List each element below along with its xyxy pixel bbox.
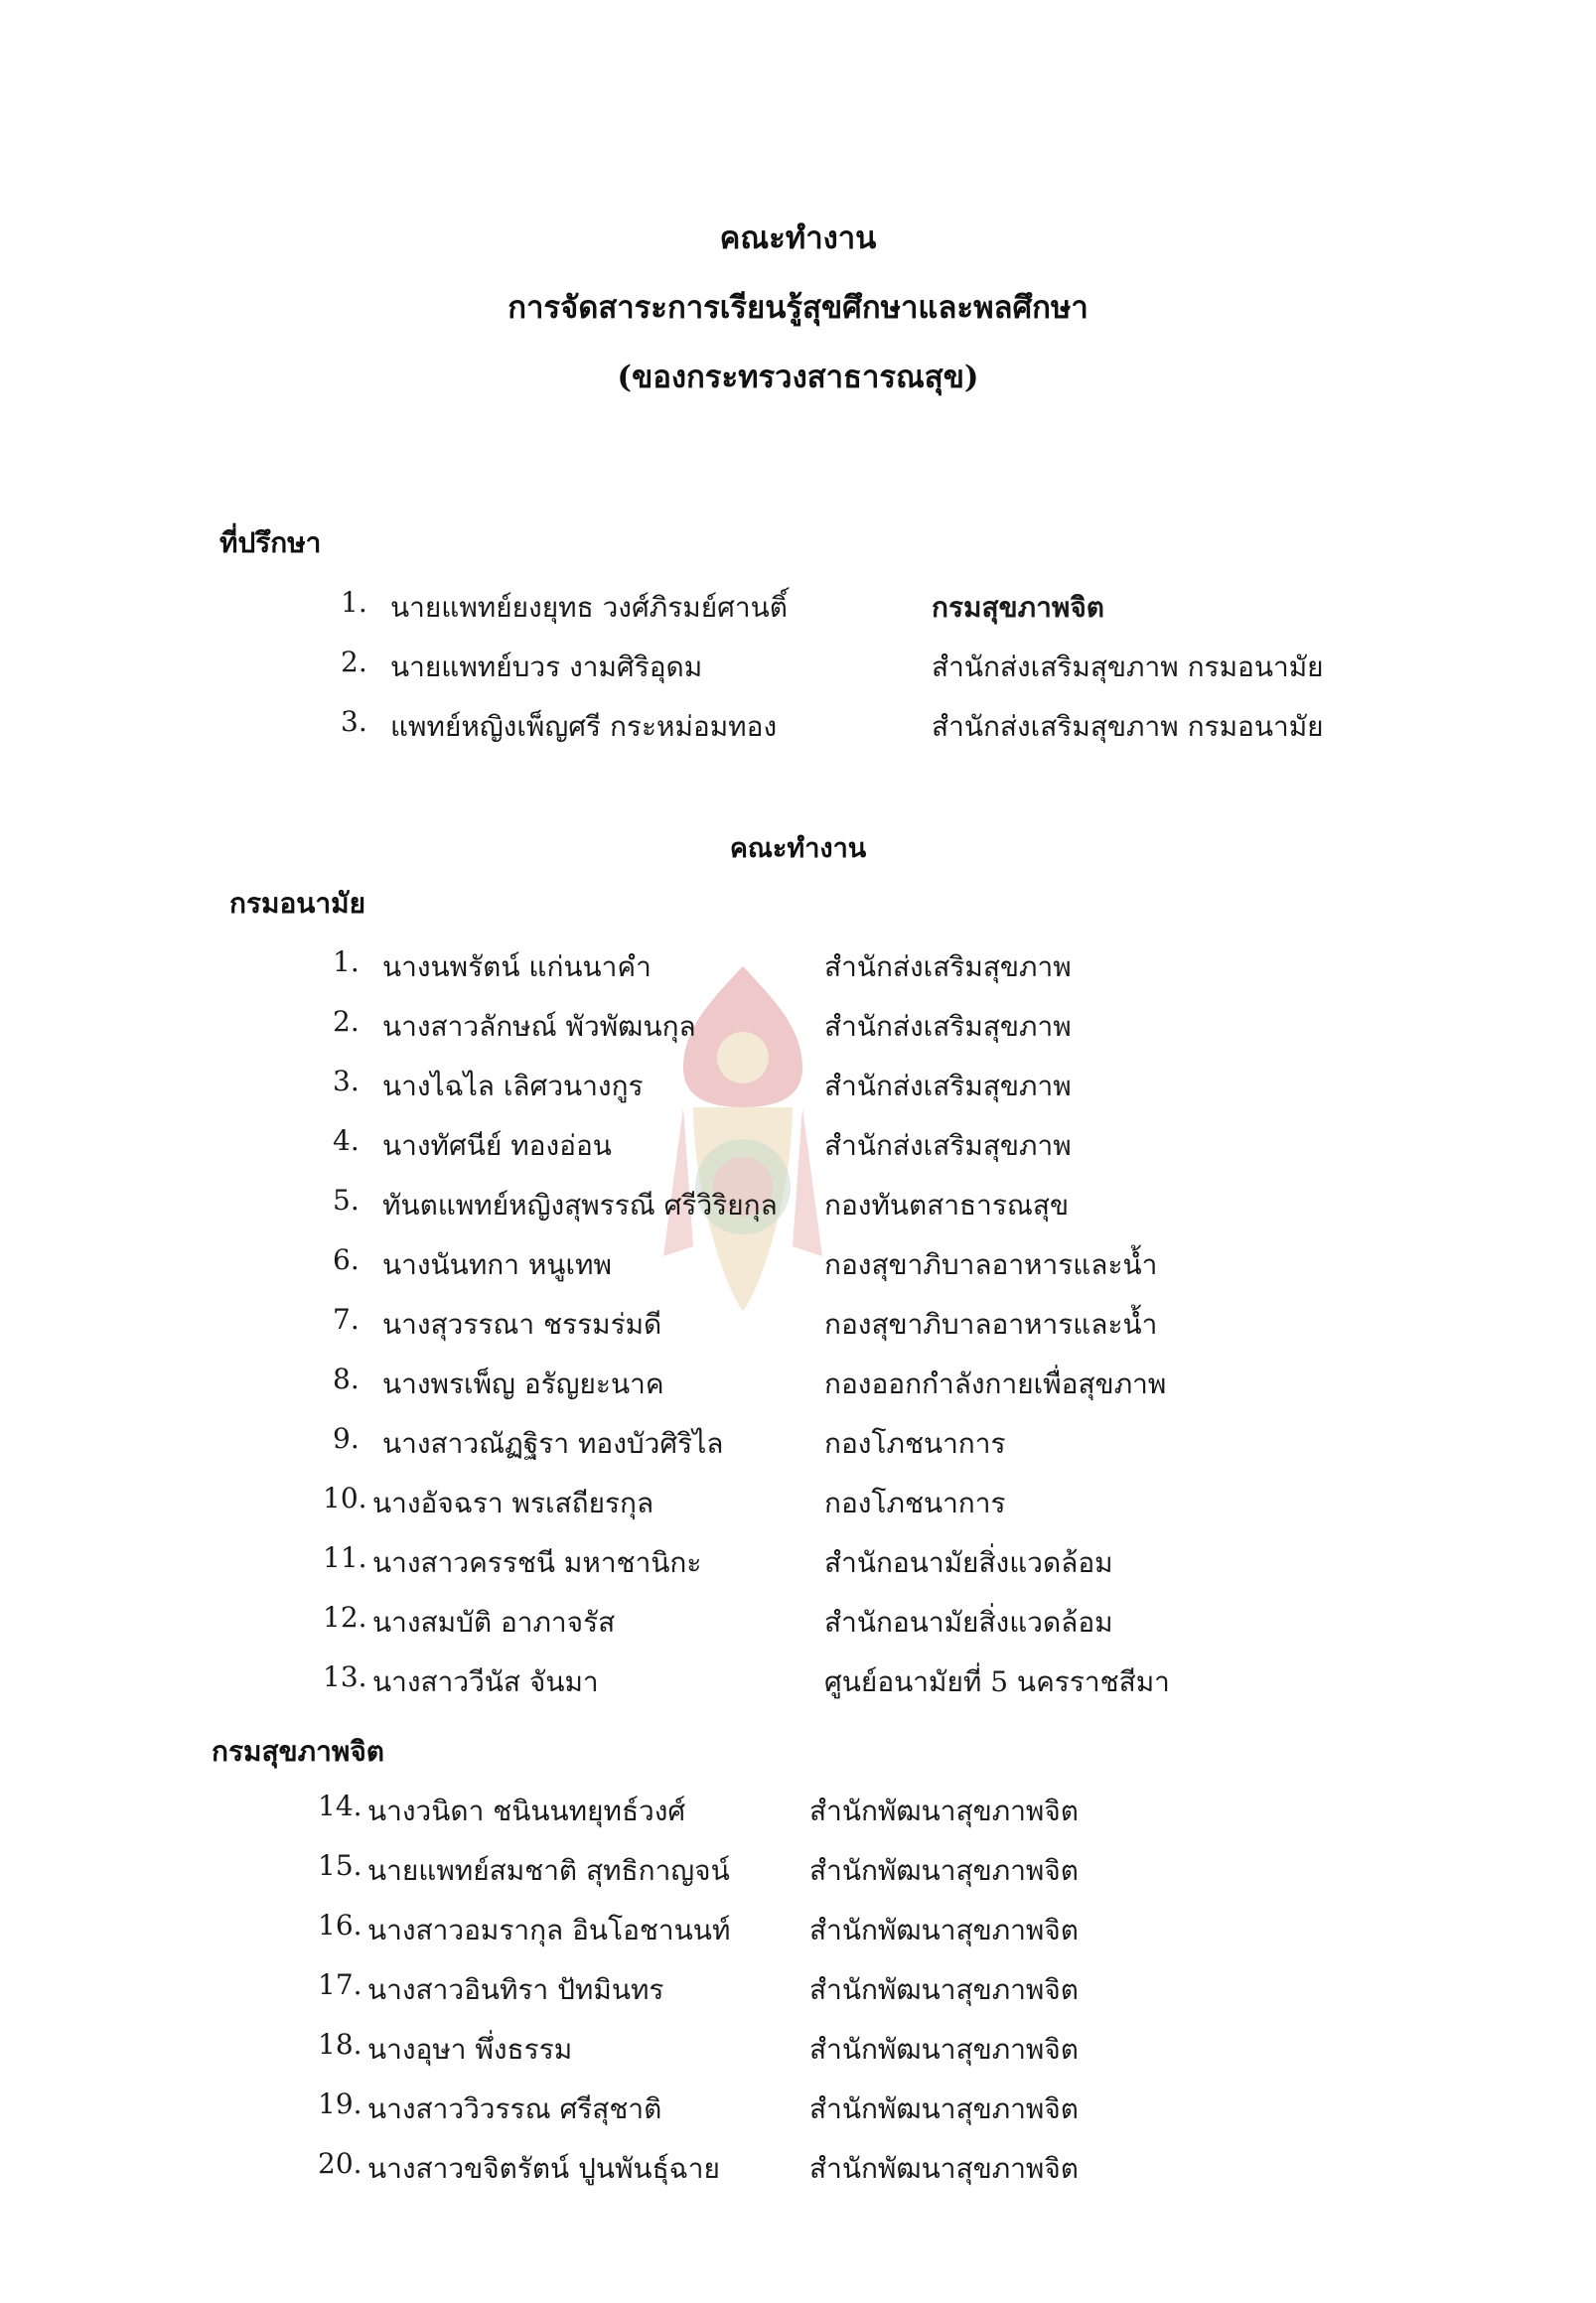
person-name: นางนพรัตน์ แก่นนาคำ: [382, 950, 652, 983]
person-name: นางสาวณัฏฐิรา ทองบัวศิริไล: [382, 1427, 724, 1460]
group-heading: กรมสุขภาพจิต: [212, 1735, 384, 1768]
person-name: นางทัศนีย์ ทองอ่อน: [382, 1129, 612, 1162]
row-number: 16.: [318, 1909, 363, 1942]
row-number: 18.: [318, 2028, 363, 2061]
person-name: นางสาวอมรากุล อินโอชานนท์: [367, 1914, 731, 1946]
organization: สำนักส่งเสริมสุขภาพ กรมอนามัย: [932, 710, 1324, 743]
organization: ศูนย์อนามัยที่ 5 นครราชสีมา: [824, 1665, 1170, 1698]
organization: สำนักอนามัยสิ่งแวดล้อม: [824, 1546, 1113, 1579]
row-number: 8.: [333, 1363, 360, 1395]
organization: สำนักพัฒนาสุขภาพจิต: [809, 2092, 1079, 2125]
organization: กรมสุขภาพจิต: [932, 591, 1104, 624]
row-number: 20.: [318, 2147, 363, 2180]
row-number: 10.: [323, 1482, 367, 1514]
committee-heading: คณะทำงาน: [729, 833, 867, 864]
organization: สำนักส่งเสริมสุขภาพ: [824, 1010, 1072, 1043]
organization: สำนักพัฒนาสุขภาพจิต: [809, 1854, 1079, 1887]
row-number: 2.: [341, 646, 367, 678]
row-number: 1.: [341, 586, 367, 619]
organization: กองทันตสาธารณสุข: [824, 1189, 1070, 1222]
organization: กองสุขาภิบาลอาหารและน้ำ: [824, 1248, 1158, 1281]
row-number: 1.: [333, 945, 360, 978]
row-number: 3.: [333, 1065, 360, 1097]
person-name: นางอุษา พึ่งธรรม: [367, 2033, 573, 2066]
person-name: ทันตแพทย์หญิงสุพรรณี ศรีวิริยกุล: [382, 1189, 778, 1222]
organization: กองออกกำลังกายเพื่อสุขภาพ: [824, 1367, 1167, 1400]
organization: สำนักพัฒนาสุขภาพจิต: [809, 2152, 1079, 2185]
person-name: นางสาววีนัส จันมา: [372, 1665, 599, 1698]
person-name: นายแพทย์ยงยุทธ วงศ์ภิรมย์ศานติ์: [390, 591, 788, 624]
person-name: นางสาวขจิตรัตน์ ปูนพันธุ์ฉาย: [367, 2152, 720, 2185]
title-line-3: (ของกระทรวงสาธารณสุข): [617, 360, 979, 395]
row-number: 4.: [333, 1124, 360, 1157]
organization: กองโภชนาการ: [824, 1487, 1006, 1519]
person-name: นางสมบัติ อาภาจรัส: [372, 1606, 616, 1639]
title-line-1: คณะทำงาน: [719, 220, 877, 256]
row-number: 17.: [318, 1968, 363, 2001]
organization: สำนักส่งเสริมสุขภาพ: [824, 1129, 1072, 1162]
person-name: นางสาววิวรรณ ศรีสุชาติ: [367, 2092, 662, 2125]
row-number: 11.: [323, 1541, 367, 1574]
row-number: 12.: [323, 1601, 367, 1634]
person-name: นางพรเพ็ญ อรัญยะนาค: [382, 1367, 664, 1400]
organization: สำนักพัฒนาสุขภาพจิต: [809, 2033, 1079, 2066]
person-name: นางสุวรรณา ชรรมร่มดี: [382, 1308, 662, 1341]
organization: สำนักพัฒนาสุขภาพจิต: [809, 1914, 1079, 1946]
person-name: นายแพทย์สมชาติ สุทธิกาญจน์: [367, 1854, 730, 1887]
person-name: นางวนิดา ชนินนทยุทธ์วงศ์: [367, 1795, 686, 1827]
organization: สำนักส่งเสริมสุขภาพ: [824, 950, 1072, 983]
row-number: 7.: [333, 1303, 360, 1336]
row-number: 14.: [318, 1790, 363, 1822]
row-number: 3.: [341, 705, 367, 738]
organization: กองสุขาภิบาลอาหารและน้ำ: [824, 1308, 1158, 1341]
organization: สำนักพัฒนาสุขภาพจิต: [809, 1795, 1079, 1827]
person-name: นางไฉไล เลิศวนางกูร: [382, 1070, 644, 1102]
person-name: นางนันทกา หนูเทพ: [382, 1248, 612, 1281]
organization: สำนักอนามัยสิ่งแวดล้อม: [824, 1606, 1113, 1639]
person-name: นางสาวครรชนี มหาชานิกะ: [372, 1546, 702, 1579]
person-name: นางสาวลักษณ์ พัวพัฒนกุล: [382, 1010, 696, 1043]
organization: สำนักส่งเสริมสุขภาพ กรมอนามัย: [932, 650, 1324, 683]
row-number: 5.: [333, 1184, 360, 1217]
person-name: แพทย์หญิงเพ็ญศรี กระหม่อมทอง: [390, 710, 778, 743]
group-heading: กรมอนามัย: [229, 887, 365, 920]
title-block: [0, 204, 1596, 412]
person-name: นายแพทย์บวร งามศิริอุดม: [390, 650, 703, 683]
organization: กองโภชนาการ: [824, 1427, 1006, 1460]
row-number: 19.: [318, 2087, 363, 2120]
advisors-heading: ที่ปรึกษา: [219, 526, 322, 559]
person-name: นางอัจฉรา พรเสถียรกุล: [372, 1487, 654, 1519]
row-number: 15.: [318, 1849, 363, 1882]
person-name: นางสาวอินทิรา ปัทมินทร: [367, 1973, 664, 2006]
row-number: 13.: [323, 1660, 367, 1693]
organization: สำนักพัฒนาสุขภาพจิต: [809, 1973, 1079, 2006]
organization: สำนักส่งเสริมสุขภาพ: [824, 1070, 1072, 1102]
row-number: 6.: [333, 1243, 360, 1276]
row-number: 9.: [333, 1422, 360, 1455]
row-number: 2.: [333, 1005, 360, 1038]
title-line-2: การจัดสาระการเรียนรู้สุขศึกษาและพลศึกษา: [508, 290, 1088, 326]
